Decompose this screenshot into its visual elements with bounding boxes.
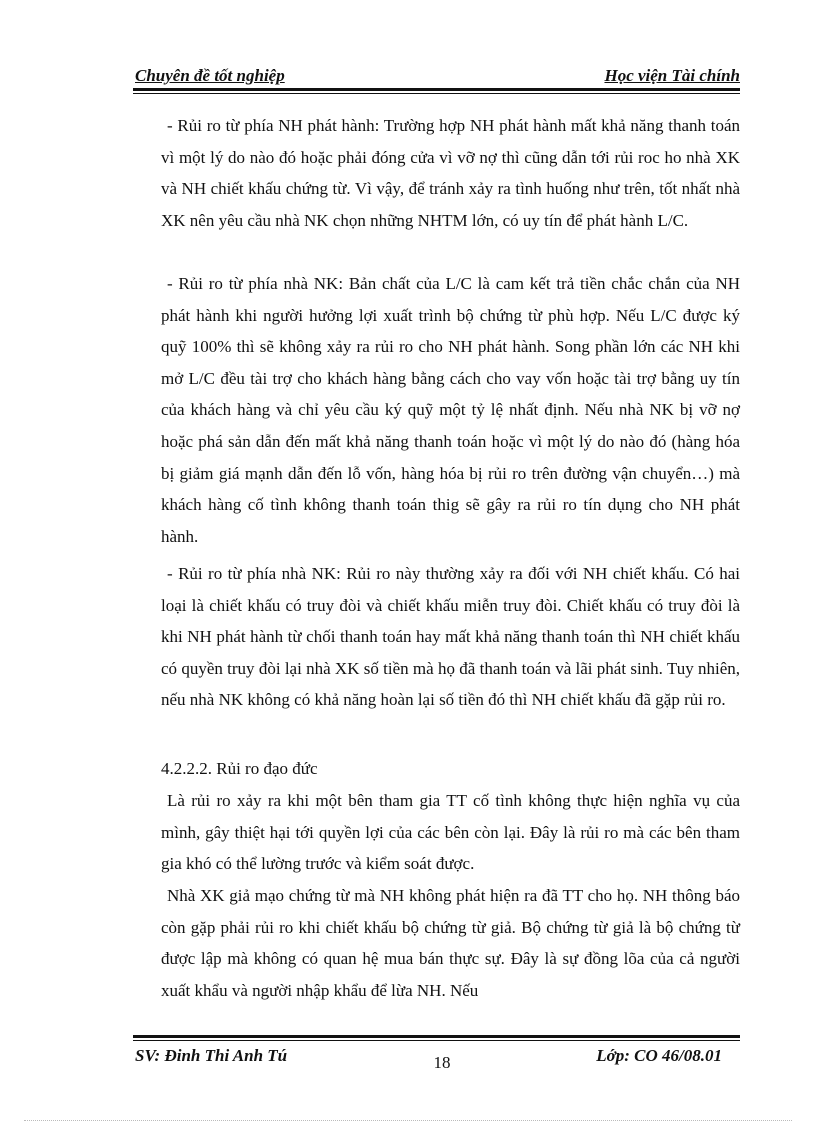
footer-rule-thick — [133, 1035, 740, 1038]
header-rule-thin — [133, 93, 740, 94]
paragraph-moral-risk-definition: Là rủi ro xảy ra khi một bên tham gia TT cố tình không thực hiện nghĩa vụ của mình, gây thiệt hại tới quyền lợi của các bên còn lại. Đây là rủi ro mà các bên tham gia khó có thể lường trước và kiểm soát được. — [161, 791, 740, 874]
paragraph-forged-documents: Nhà XK giả mạo chứng từ mà NH không phát hiện ra đã TT cho họ. NH thông báo còn gặp phải rủi ro khi chiết khấu bộ chứng từ giả. Bộ chứng từ giả là bộ chứng từ được lập mà không có quan hệ mua bán thực sự. Đây là sự đồng lõa của cả người xuất khẩu và người nhập khẩu để lừa NH. Nếu — [161, 886, 740, 1000]
footer-student-name: SV: Đinh Thi Anh Tú — [135, 1046, 288, 1065]
header-thesis-title: Chuyên đề tốt nghiệp — [135, 66, 285, 85]
page-bottom-divider — [24, 1120, 792, 1121]
page-number: 18 — [433, 1053, 451, 1072]
footer-class-code: Lớp: CO 46/08.01 — [596, 1046, 722, 1065]
footer-rule-thin — [133, 1040, 740, 1041]
section-heading-moral-risk: 4.2.2.2. Rủi ro đạo đức — [161, 759, 318, 778]
header-institution: Học viện Tài chính — [604, 66, 740, 85]
paragraph-discount-risk: - Rủi ro từ phía nhà NK: Rủi ro này thường xảy ra đối với NH chiết khấu. Có hai loại là chiết khấu có truy đòi và chiết khấu miễn truy đòi. Chiết khấu có truy đòi là khi NH phát hành từ chối thanh toán hay mất khả năng thanh toán thì NH chiết khấu có quyền truy đòi lại nhà XK số tiền mà họ đã thanh toán và lãi phát sinh. Tuy nhiên, nếu nhà NK không có khả năng hoàn lại số tiền đó thì NH chiết khấu đã gặp rủi ro. — [161, 564, 740, 710]
header-rule-thick — [133, 88, 740, 91]
paragraph-importer-risk: - Rủi ro từ phía nhà NK: Bản chất của L/C là cam kết trả tiền chắc chắn của NH phát hành khi người hưởng lợi xuất trình bộ chứng từ phù hợp. Nếu L/C được ký quỹ 100% thì sẽ không xảy ra rủi ro cho NH phát hành. Song phần lớn các NH khi mở L/C đều tài trợ cho khách hàng bằng cách cho vay vốn hoặc tài trợ bằng uy tín của khách hàng và chỉ yêu cầu ký quỹ một tỷ lệ nhất định. Nếu nhà NK bị vỡ nợ hoặc phá sản dẫn đến mất khả năng thanh toán hoặc vì một lý do nào đó (hàng hóa bị giảm giá mạnh dẫn đến lỗ vốn, hàng hóa bị rủi ro trên đường vận chuyển…) mà khách hàng cố tình không thanh toán thig sẽ gây ra rủi ro tín dụng cho NH phát hành. — [161, 274, 740, 546]
paragraph-issuing-bank-risk: - Rủi ro từ phía NH phát hành: Trường hợp NH phát hành mất khả năng thanh toán vì một lý do nào đó hoặc phải đóng cửa vì vỡ nợ thì cũng dẫn tới rủi roc ho nhà XK và NH chiết khấu chứng từ. Vì vậy, để tránh xảy ra tình huống như trên, tốt nhất nhà XK nên yêu cầu nhà NK chọn những NHTM lớn, có uy tín để phát hành L/C. — [161, 116, 740, 230]
